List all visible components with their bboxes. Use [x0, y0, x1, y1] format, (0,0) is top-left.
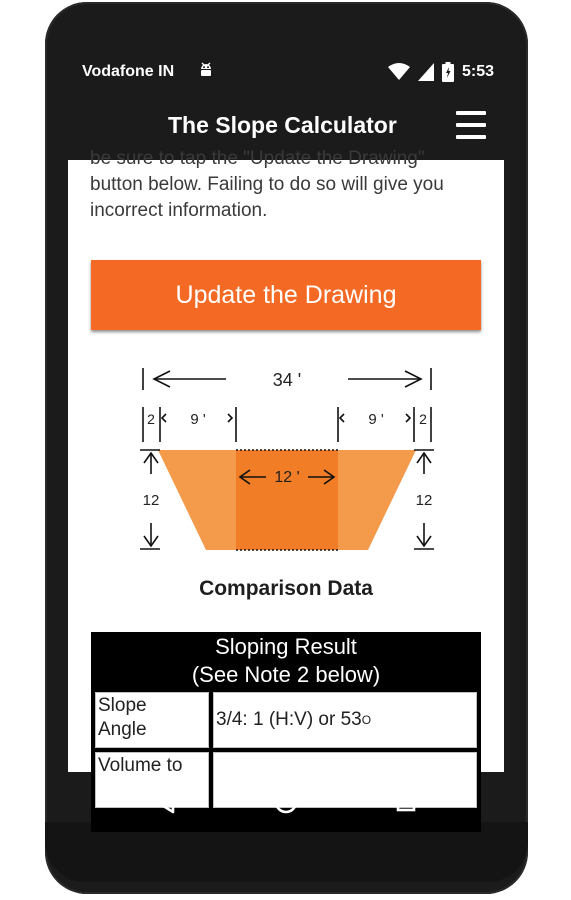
app-title: The Slope Calculator	[168, 112, 397, 138]
bottom-width-label: 12 '	[274, 469, 300, 486]
table-header-title: Sloping Result	[215, 634, 357, 659]
recents-icon[interactable]	[396, 792, 416, 812]
label-line: Angle	[98, 719, 147, 740]
label-line: Volume to	[98, 755, 183, 776]
signal-icon	[418, 63, 434, 81]
total-width-label: 34 '	[272, 370, 302, 390]
slope-angle-value: 3/4: 1 (H:V) or 53	[216, 709, 362, 730]
carrier-name: Vodafone IN	[82, 63, 175, 80]
wifi-icon	[388, 63, 410, 81]
battery-icon	[442, 62, 454, 82]
intro-line: be sure to tap the "Update the Drawing"	[90, 148, 425, 169]
left-slope-label: 9 '	[190, 411, 206, 428]
home-icon[interactable]	[273, 789, 299, 815]
navigation-bar	[68, 772, 504, 832]
table-header-note: (See Note 2 below)	[191, 662, 381, 687]
table-row	[95, 692, 477, 748]
status-bar	[68, 56, 504, 88]
back-icon[interactable]	[154, 790, 176, 814]
left-bench-label: 2	[147, 411, 155, 427]
table-header	[91, 632, 481, 689]
trench-diagram	[128, 360, 448, 560]
main-content[interactable]	[68, 148, 504, 776]
right-depth-label: 12	[415, 492, 433, 509]
hamburger-menu-icon[interactable]	[456, 111, 486, 139]
status-icons	[388, 62, 494, 82]
android-debug-icon	[198, 62, 214, 78]
degree-superscript: O	[361, 713, 372, 727]
right-slope-shape	[338, 450, 416, 550]
clock: 5:53	[461, 63, 494, 80]
right-slope-label: 9 '	[368, 411, 384, 428]
intro-text	[90, 148, 490, 224]
intro-line: button below. Failing to do so will give you	[90, 174, 444, 195]
trench-bottom-shape	[236, 450, 338, 550]
left-slope-shape	[158, 450, 236, 550]
update-drawing-button[interactable]: Update the Drawing	[91, 260, 481, 330]
label-line: Slope	[98, 695, 147, 716]
intro-line: incorrect information.	[90, 200, 268, 221]
table-cell-label	[95, 692, 209, 748]
comparison-title: Comparison Data	[199, 577, 373, 600]
right-bench-label: 2	[419, 411, 427, 427]
left-depth-label: 12	[142, 492, 160, 509]
table-cell-value	[213, 692, 477, 748]
